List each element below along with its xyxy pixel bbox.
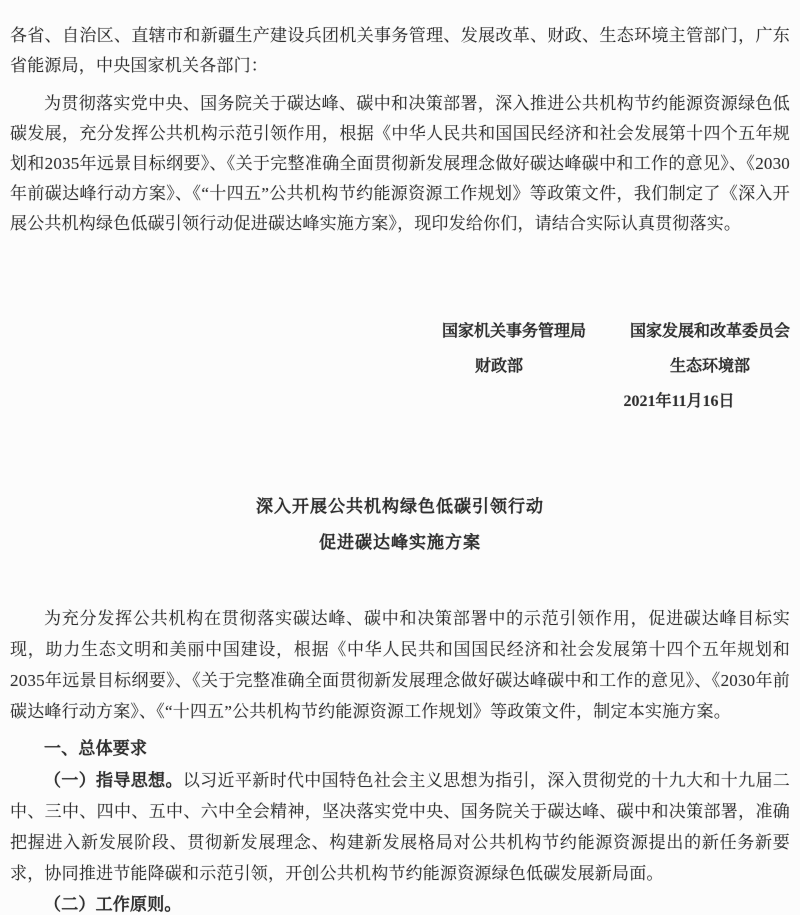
signing-agency-name: 国家发展和改革委员会 (630, 323, 791, 340)
signature-column-left (439, 314, 589, 419)
signature-block (10, 314, 790, 419)
document-title-line-1: 深入开展公共机构绿色低碳引领行动 (256, 497, 544, 516)
signing-agency-name: 国家机关事务管理局 (441, 323, 586, 340)
recipients-line: 各省、自治区、直辖市和新疆生产建设兵团机关事务管理、发展改革、财政、生态环境主管部门，广东省能源局，中央国家机关各部门： (10, 26, 790, 75)
section-1-heading: 一、总体要求 (44, 739, 148, 758)
forwarding-paragraph: 为贯彻落实党中央、国务院关于碳达峰、碳中和决策部署，深入推进公共机构节约能源资源绿色低碳发展，充分发挥公共机构示范引领作用，根据《中华人民共和国国民经济和社会发展第十四个五年规划和2035年远景目标纲要》、《关于完整准确全面贯彻新发展理念做好碳达峰碳中和工作的意见》、《2030年前碳达峰行动方案》、《“十四五”公共机构节约能源资源工作规划》等政策文件，我们制定了《深入开展公共机构绿色低碳引领行动促进碳达峰实施方案》，现印发给你们，请结合实际认真贯彻落实。 (10, 94, 790, 233)
intro-paragraph: 为充分发挥公共机构在贯彻落实碳达峰、碳中和决策部署中的示范引领作用，促进碳达峰目标实现，助力生态文明和美丽中国建设，根据《中华人民共和国国民经济和社会发展第十四个五年规划和2035年远景目标纲要》、《关于完整准确全面贯彻新发展理念做好碳达峰碳中和工作的意见》、《2030年前碳达峰行动方案》、《“十四五”公共机构节约能源资源工作规划》等政策文件，制定本实施方案。 (10, 609, 790, 721)
signing-agency-name: 财政部 (474, 358, 523, 375)
signature-column-right (623, 314, 791, 419)
signing-agency-name: 生态环境部 (669, 358, 750, 375)
subsection-1-text: 以习近平新时代中国特色社会主义思想为指引，深入贯彻党的十九大和十九届二中、三中、四中、五中、六中全会精神，坚决落实党中央、国务院关于碳达峰、碳中和决策部署，准确把握进入新发展阶段、贯彻新发展理念、构建新发展格局对公共机构节约能源资源提出的新任务新要求，协同推进节能降碳和示范引领，开创公共机构节约能源资源绿色低碳发展新局面。 (10, 771, 790, 883)
subsection-1-paragraph (10, 765, 790, 889)
document-title-line-2: 促进碳达峰实施方案 (319, 533, 481, 552)
document-date: 2021年11月16日 (623, 393, 735, 410)
subsection-1-label: （一）指导思想。 (44, 771, 183, 790)
document-title (10, 489, 790, 561)
subsection-2-label: （二）工作原则。 (44, 895, 182, 914)
